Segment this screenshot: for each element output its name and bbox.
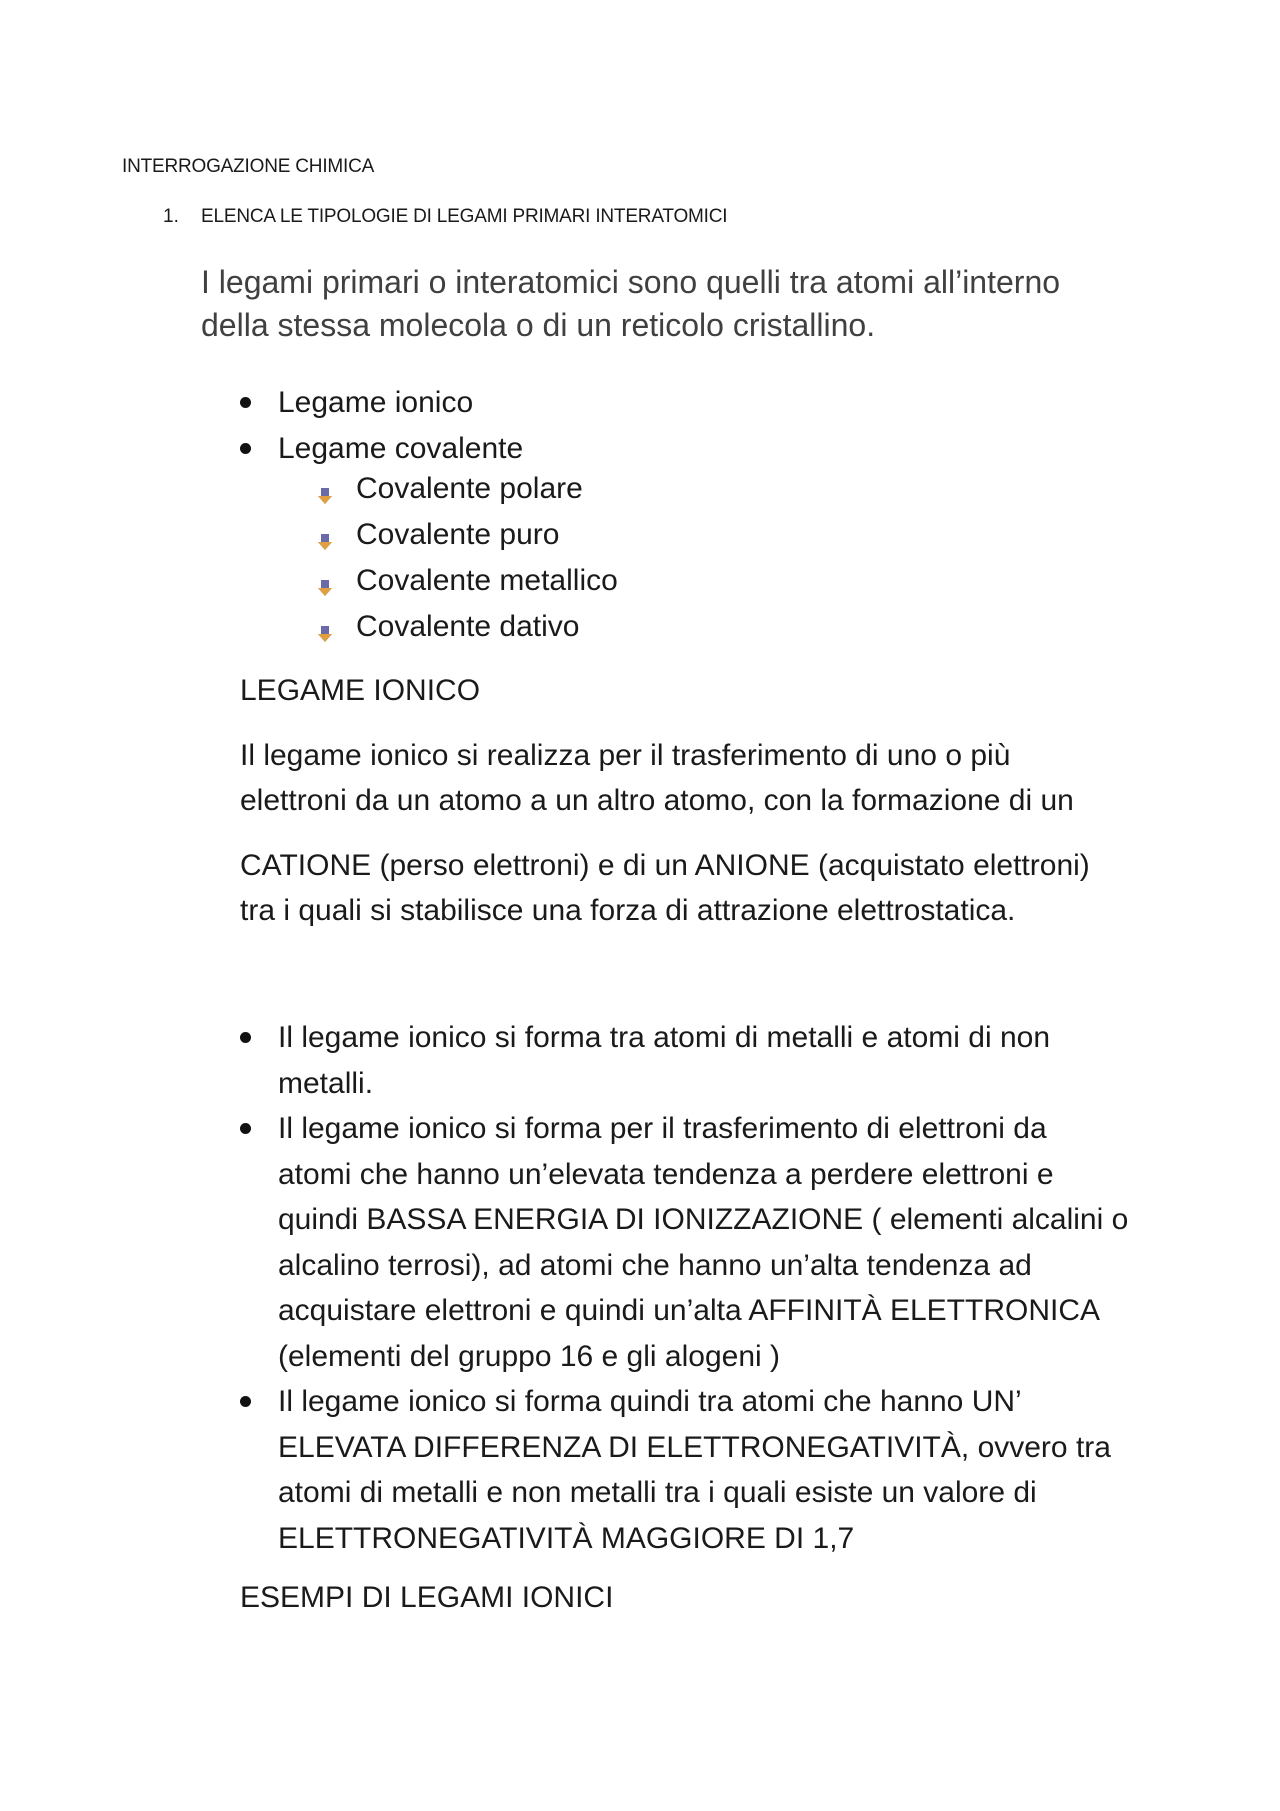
- paragraph-line: CATIONE (perso elettroni) e di un ANIONE (acquistato elettroni): [240, 849, 1090, 882]
- paragraph-line: elettroni da un atomo a un altro atomo, con la formazione di un: [240, 784, 1074, 817]
- arrow-bullet-icon: [318, 488, 332, 504]
- list-item-line: atomi che hanno un’elevata tendenza a perdere elettroni e: [278, 1157, 1054, 1191]
- document-title: INTERROGAZIONE CHIMICA: [122, 156, 375, 177]
- paragraph-line: Il legame ionico si realizza per il trasferimento di uno o più: [240, 739, 1011, 772]
- paragraph-line: tra i quali si stabilisce una forza di attrazione elettrostatica.: [240, 894, 1016, 927]
- question-text: ELENCA LE TIPOLOGIE DI LEGAMI PRIMARI INTERATOMICI: [201, 206, 728, 227]
- list-item: Covalente dativo: [356, 610, 580, 643]
- list-item-line: Il legame ionico si forma per il trasferimento di elettroni da: [278, 1112, 1047, 1145]
- list-item: Legame ionico: [278, 386, 474, 419]
- list-item-line: metalli.: [278, 1066, 374, 1100]
- bullet-dot-icon: [240, 1396, 251, 1407]
- section-heading: LEGAME IONICO: [240, 674, 481, 707]
- question-number: 1.: [163, 206, 179, 227]
- intro-line: della stessa molecola o di un reticolo cristallino.: [201, 307, 876, 343]
- list-item: [278, 1015, 1050, 1106]
- bullet-dot-icon: [240, 397, 251, 408]
- list-item-line: Il legame ionico si forma quindi tra atomi che hanno UN’: [278, 1385, 1022, 1418]
- list-item-line: Il legame ionico si forma tra atomi di metalli e atomi di non: [278, 1021, 1051, 1054]
- list-item: [278, 1379, 1111, 1561]
- list-item: Covalente metallico: [356, 564, 618, 597]
- ionic-paragraph: [240, 733, 1074, 823]
- list-item: Legame covalente: [278, 432, 524, 465]
- list-item-line: (elementi del gruppo 16 e gli alogeni ): [278, 1339, 780, 1373]
- section-heading: ESEMPI DI LEGAMI IONICI: [240, 1581, 614, 1614]
- intro-paragraph: [201, 261, 1161, 347]
- bullet-dot-icon: [240, 1123, 251, 1134]
- list-item: [278, 1106, 1128, 1379]
- arrow-bullet-icon: [318, 626, 332, 642]
- list-item: Covalente puro: [356, 518, 560, 551]
- list-item-line: alcalino terrosi), ad atomi che hanno un’alta tendenza ad: [278, 1248, 1032, 1282]
- list-item-line: ELEVATA DIFFERENZA DI ELETTRONEGATIVITÀ, ovvero tra: [278, 1430, 1111, 1464]
- list-item-line: atomi di metalli e non metalli tra i quali esiste un valore di: [278, 1476, 1037, 1509]
- ionic-paragraph: [240, 843, 1090, 933]
- list-item-line: ELETTRONEGATIVITÀ MAGGIORE DI 1,7: [278, 1521, 855, 1555]
- arrow-bullet-icon: [318, 534, 332, 550]
- bullet-dot-icon: [240, 443, 251, 454]
- arrow-bullet-icon: [318, 580, 332, 596]
- intro-line: I legami primari o interatomici sono quelli tra atomi all’interno: [201, 264, 1061, 300]
- bullet-dot-icon: [240, 1032, 251, 1043]
- list-item-line: acquistare elettroni e quindi un’alta AFFINITÀ ELETTRONICA: [278, 1294, 1101, 1327]
- list-item-line: quindi BASSA ENERGIA DI IONIZZAZIONE ( elementi alcalini o: [278, 1203, 1129, 1236]
- list-item: Covalente polare: [356, 472, 583, 505]
